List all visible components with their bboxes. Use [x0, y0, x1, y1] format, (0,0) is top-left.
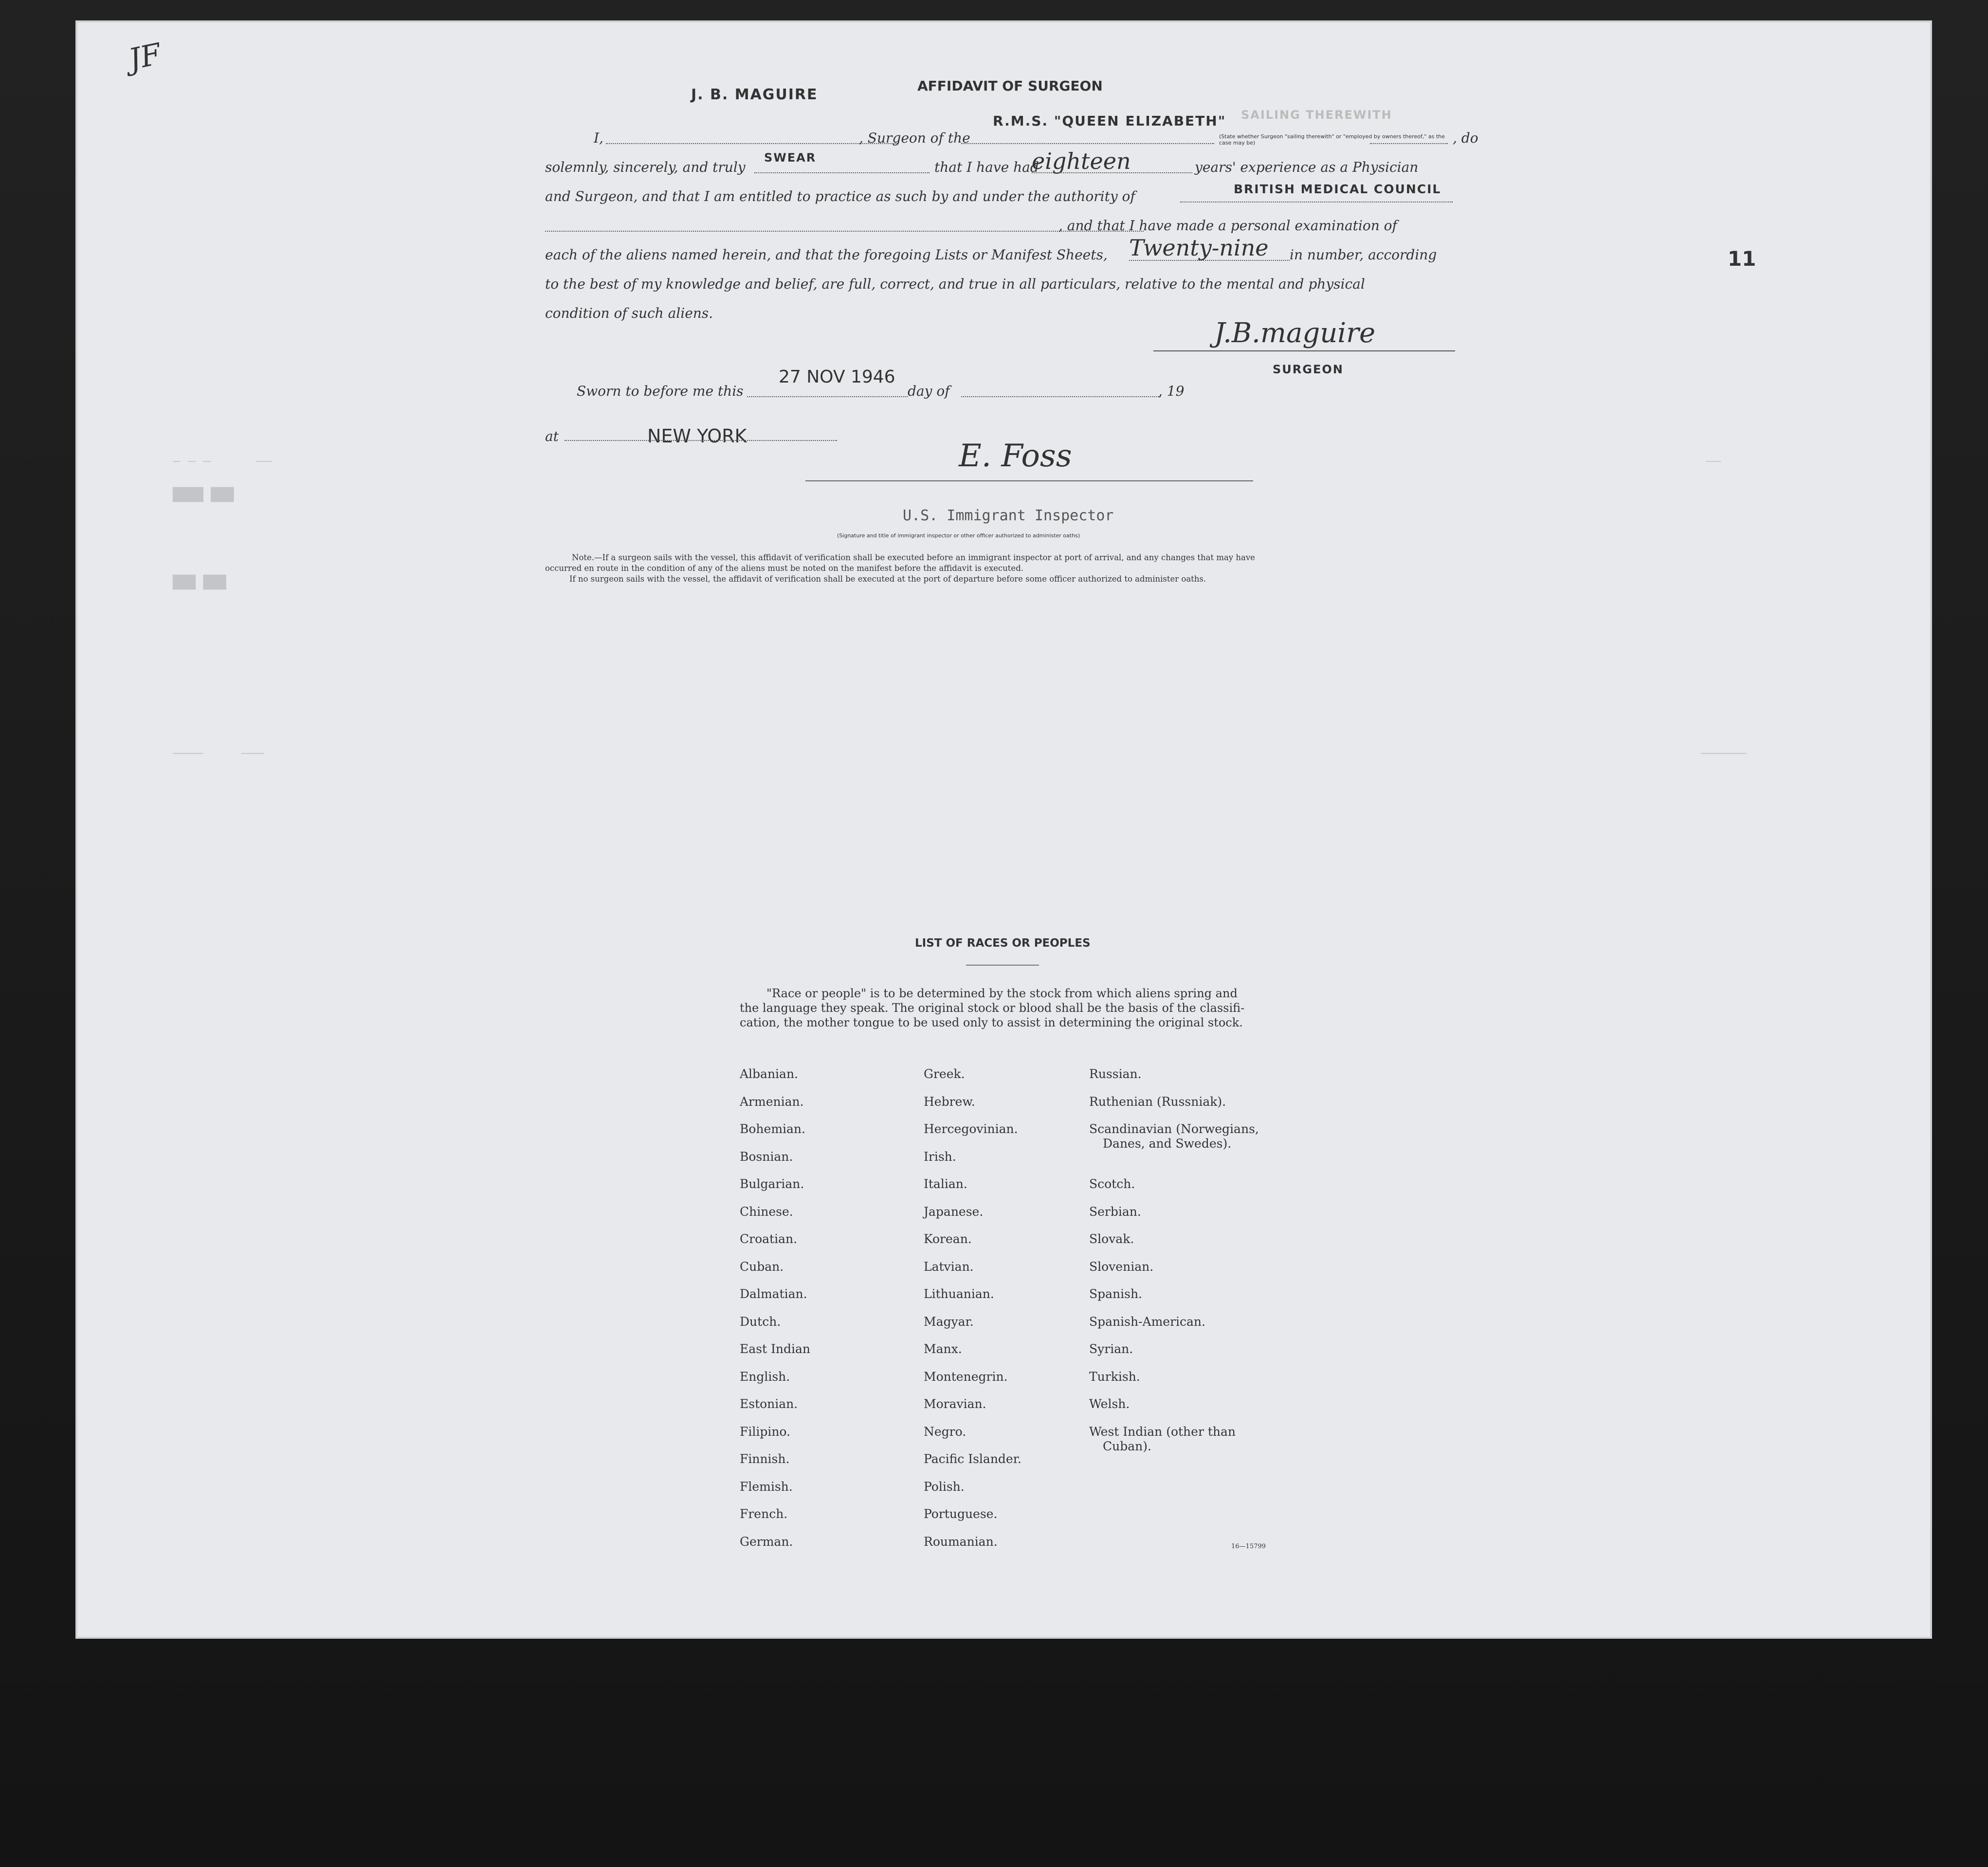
- race-item: Welsh.: [1089, 1397, 1130, 1411]
- race-item: Flemish.: [740, 1479, 793, 1494]
- vessel-stamp: R.M.S. "QUEEN ELIZABETH": [993, 113, 1226, 129]
- bleed-through-text: ——: [1706, 454, 1721, 468]
- initials-mark: JF: [126, 37, 164, 77]
- race-item: Montenegrin.: [924, 1369, 1008, 1384]
- sworn-c: , 19: [1158, 383, 1185, 399]
- race-item: East Indian: [740, 1342, 810, 1356]
- years-blank: [1032, 172, 1192, 173]
- races-intro-2: the language they speak. The original stock or blood shall be the basis of the classifi-: [740, 1001, 1245, 1015]
- line3-a: and Surgeon, and that I am entitled to practice as such by and under the authority of: [545, 188, 1135, 204]
- line5-b: in number, according: [1290, 247, 1437, 263]
- affidavit-title: AFFIDAVIT OF SURGEON: [917, 78, 1103, 94]
- race-item: Pacific Islander.: [924, 1452, 1021, 1466]
- line1-c: , do: [1453, 130, 1478, 146]
- line5-a: each of the aliens named herein, and that the foregoing Lists or Manifest Sheets,: [545, 247, 1108, 263]
- race-item: Hercegovinian.: [924, 1122, 1018, 1136]
- race-item: Cuban).: [1103, 1439, 1151, 1453]
- race-item: Ruthenian (Russniak).: [1089, 1094, 1226, 1109]
- vessel-blank: [961, 143, 1214, 144]
- bleed-through-text: ████ ███: [173, 488, 234, 502]
- sailing-stamp: SAILING THEREWITH: [1241, 108, 1392, 122]
- sworn-date-stamp: 27 NOV 1946: [779, 367, 895, 387]
- inspector-caption: (Signature and title of immigrant inspector or other officer authorized to administer oaths): [837, 532, 1080, 539]
- bleed-through-text: ███ ███: [173, 575, 226, 590]
- sworn-a: Sworn to before me this: [577, 383, 744, 399]
- race-item: English.: [740, 1369, 790, 1384]
- race-item: Korean.: [924, 1232, 972, 1246]
- trailing-blank: [1370, 143, 1448, 144]
- race-item: Chinese.: [740, 1204, 793, 1219]
- race-item: Dalmatian.: [740, 1287, 807, 1301]
- month-blank: [961, 396, 1161, 397]
- race-item: Spanish-American.: [1089, 1314, 1205, 1329]
- races-column-3: [1089, 1067, 1259, 1466]
- race-item: Scandinavian (Norwegians,: [1089, 1122, 1259, 1136]
- line2-b: that I have had: [934, 159, 1039, 175]
- signature-line: [1153, 350, 1455, 351]
- race-item: Italian.: [924, 1177, 967, 1191]
- note-line-1: Note.—If a surgeon sails with the vessel, this affidavit of verification shall be executed before an immigrant inspector at port of arrival, and any changes that may have: [572, 553, 1255, 562]
- line2-c: years' experience as a Physician: [1195, 159, 1419, 175]
- race-item: Spanish.: [1089, 1287, 1143, 1301]
- race-item: Latvian.: [924, 1259, 974, 1274]
- race-item: Slovenian.: [1089, 1259, 1154, 1274]
- race-item: Estonian.: [740, 1397, 798, 1411]
- race-item: Bulgarian.: [740, 1177, 804, 1191]
- authority-stamp: BRITISH MEDICAL COUNCIL: [1234, 182, 1441, 196]
- race-item: West Indian (other than: [1089, 1424, 1236, 1439]
- race-item: French.: [740, 1507, 788, 1521]
- race-item: Lithuanian.: [924, 1287, 994, 1301]
- race-item: Negro.: [924, 1424, 967, 1439]
- place-blank: [565, 440, 837, 441]
- line2-a: solemnly, sincerely, and truly: [545, 159, 746, 175]
- note-line-2: occurred en route in the condition of any of the aliens must be noted on the manifest before the affidavit is executed.: [545, 564, 1024, 573]
- race-item: Filipino.: [740, 1424, 790, 1439]
- line4-a: , and that I have made a personal examination of: [1058, 218, 1397, 234]
- at-stamp: NEW YORK: [647, 425, 747, 447]
- race-item: Armenian.: [740, 1094, 804, 1109]
- race-item: Japanese.: [924, 1204, 984, 1219]
- race-item: Hebrew.: [924, 1094, 975, 1109]
- sailing-note: (State whether Surgeon "sailing therewith" or "employed by owners thereof," as the case may be): [1219, 133, 1445, 146]
- races-column-2: [924, 1067, 1021, 1562]
- sheets-handwritten: Twenty-nine: [1129, 235, 1269, 261]
- line6: to the best of my knowledge and belief, are full, correct, and true in all particulars, relative to the mental and physical: [545, 276, 1365, 292]
- form-number: 16—15799: [1231, 1543, 1266, 1550]
- races-intro-1: "Race or people" is to be determined by the stock from which aliens spring and: [766, 987, 1238, 1000]
- race-item: Moravian.: [924, 1397, 986, 1411]
- race-item: Bosnian.: [740, 1149, 793, 1164]
- race-item: Cuban.: [740, 1259, 784, 1274]
- race-item: Serbian.: [1089, 1204, 1141, 1219]
- sworn-b: day of: [908, 383, 950, 399]
- race-item: Syrian.: [1089, 1342, 1133, 1356]
- race-item: Roumanian.: [924, 1534, 998, 1549]
- years-handwritten: eighteen: [1032, 148, 1131, 174]
- race-item: Turkish.: [1089, 1369, 1140, 1384]
- swear-stamp: SWEAR: [764, 151, 817, 165]
- inspector-signature: E. Foss: [959, 438, 1072, 474]
- race-item: Albanian.: [740, 1067, 799, 1081]
- line1-b: , Surgeon of the: [859, 130, 970, 146]
- race-item: Slovak.: [1089, 1232, 1134, 1246]
- authority-blank-2: [545, 231, 1144, 232]
- race-item: Magyar.: [924, 1314, 974, 1329]
- inspector-stamp: U.S. Immigrant Inspector: [903, 507, 1114, 524]
- page-number: 11: [1728, 247, 1756, 271]
- authority-blank: [1180, 201, 1453, 202]
- races-title: LIST OF RACES OR PEOPLES: [915, 937, 1091, 950]
- bleed-through-text: ———— ———: [173, 746, 264, 760]
- race-item: Polish.: [924, 1479, 965, 1494]
- race-item: Manx.: [924, 1342, 962, 1356]
- bleed-through-text: — — — ——: [173, 454, 272, 468]
- race-item: Russian.: [1089, 1067, 1142, 1081]
- race-item: Greek.: [924, 1067, 965, 1081]
- races-column-1: [740, 1067, 810, 1562]
- line1-a: I,: [594, 130, 603, 146]
- inspector-line: [805, 480, 1253, 481]
- name-blank: [606, 143, 898, 144]
- race-item: Scotch.: [1089, 1177, 1135, 1191]
- race-item: Finnish.: [740, 1452, 790, 1466]
- race-item: Danes, and Swedes).: [1103, 1136, 1232, 1151]
- swear-blank: [754, 172, 930, 173]
- sheets-blank: [1129, 260, 1290, 261]
- race-item: Irish.: [924, 1149, 956, 1164]
- document-page: [75, 20, 1932, 1639]
- bleed-through-text: ——————: [1701, 746, 1747, 760]
- race-item: Bohemian.: [740, 1122, 805, 1136]
- races-intro-3: cation, the mother tongue to be used only to assist in determining the original stock.: [740, 1016, 1243, 1029]
- race-item: Portuguese.: [924, 1507, 998, 1521]
- race-item: German.: [740, 1534, 793, 1549]
- note-line-3: If no surgeon sails with the vessel, the affidavit of verification shall be executed at the port of departure before some officer authorized to administer oaths.: [569, 574, 1206, 584]
- race-item: Dutch.: [740, 1314, 781, 1329]
- races-title-rule: [966, 965, 1039, 966]
- at-label: at: [545, 428, 559, 444]
- surgeon-name-stamp: J. B. MAGUIRE: [691, 86, 818, 103]
- day-blank: [747, 396, 908, 397]
- surgeon-label: SURGEON: [1273, 363, 1344, 376]
- surgeon-signature: J.B.maguire: [1214, 317, 1376, 349]
- race-item: Croatian.: [740, 1232, 798, 1246]
- line7: condition of such aliens.: [545, 305, 713, 321]
